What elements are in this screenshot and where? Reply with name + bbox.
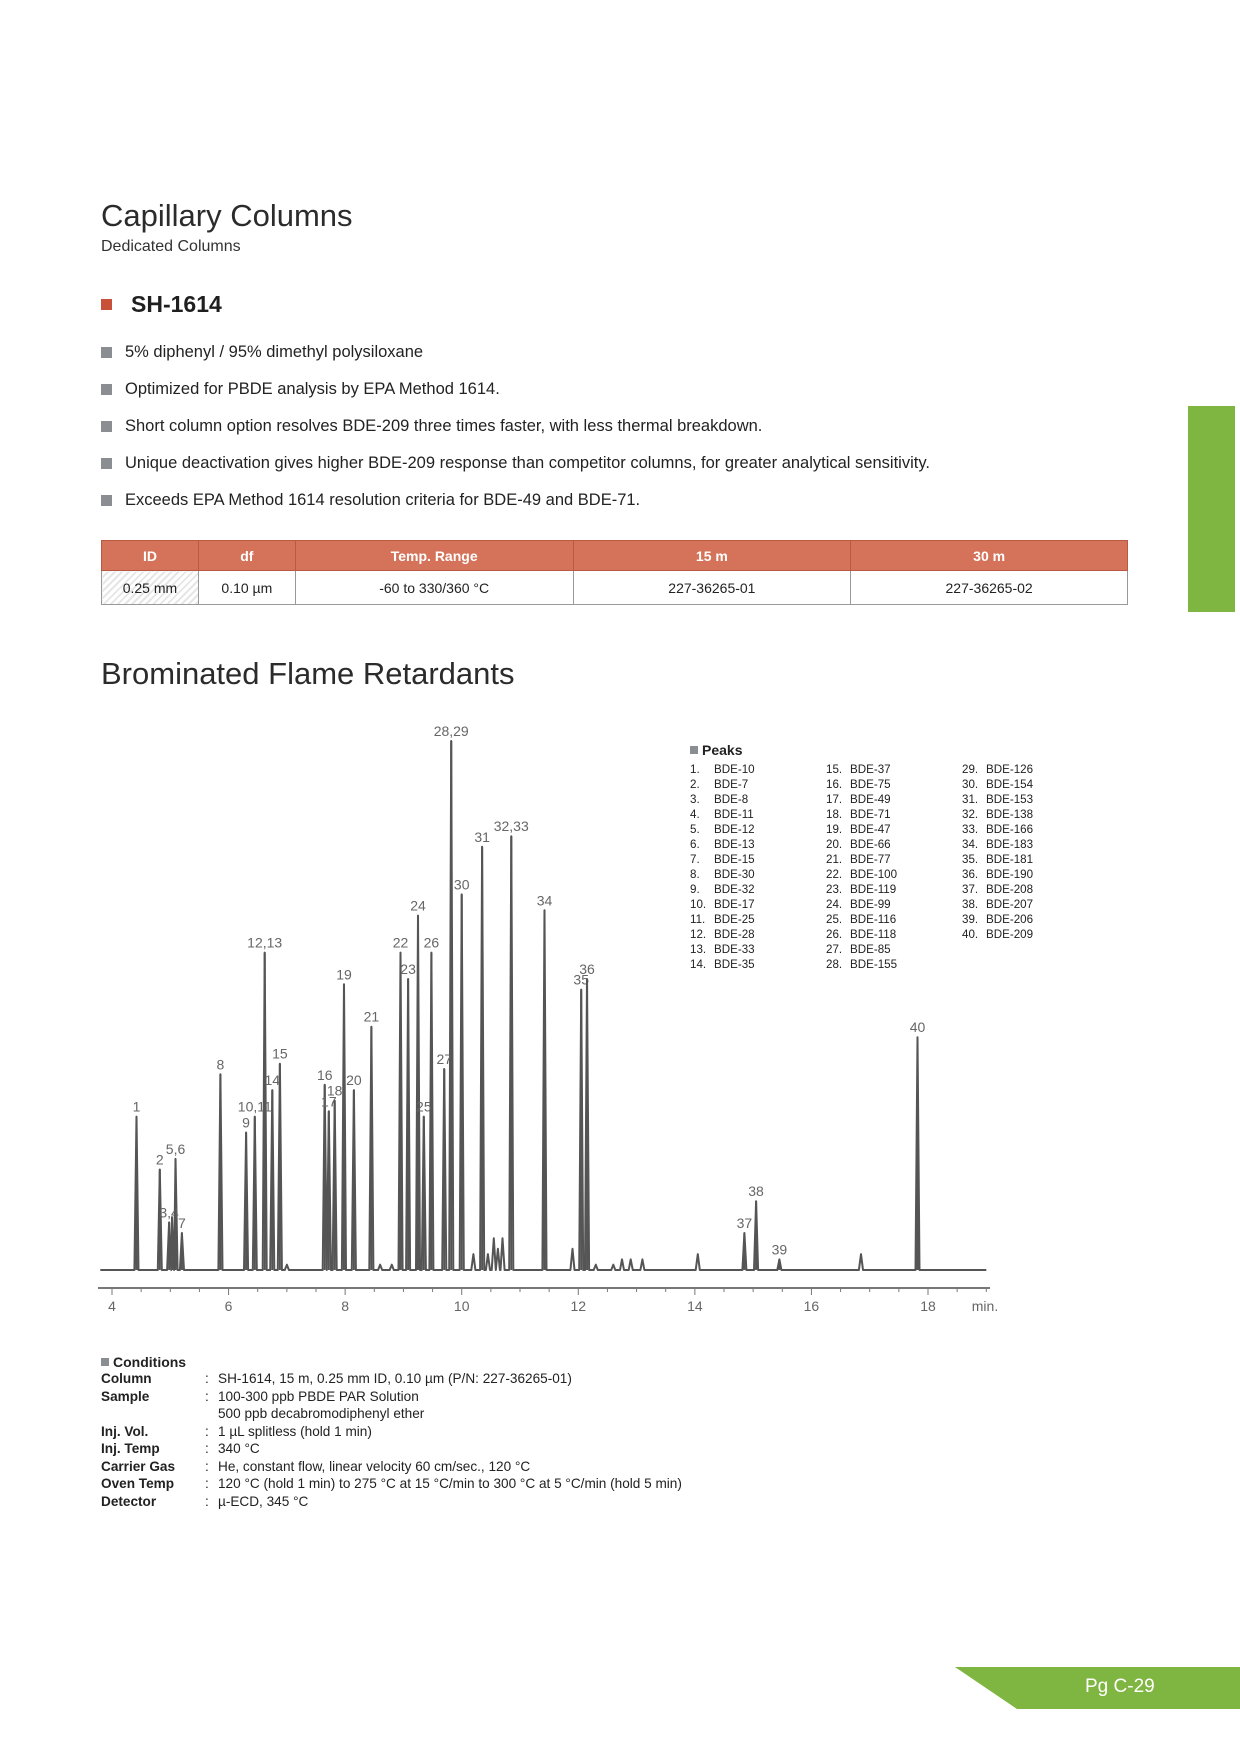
- peak-label: 22: [392, 934, 409, 951]
- peak-number: 31.: [962, 793, 979, 806]
- condition-value: 500 ppb decabromodiphenyl ether: [218, 1406, 425, 1421]
- peak-legend-entry: [690, 942, 826, 957]
- peak-compound-name: BDE-100: [850, 868, 898, 881]
- peak-legend-entry: [962, 777, 1098, 792]
- peak-compound-name: BDE-209: [986, 928, 1034, 941]
- peak-number: 17.: [826, 793, 843, 806]
- peak-label: 10,11: [237, 1098, 272, 1115]
- peak-label: 32,33: [493, 818, 529, 835]
- peak-number: 1.: [690, 763, 700, 776]
- condition-row: [101, 1458, 682, 1476]
- square-bullet-icon: [101, 1358, 109, 1366]
- peak-number: 37.: [962, 883, 979, 896]
- column-header: Temp. Range: [295, 541, 573, 571]
- peak-compound-name: BDE-8: [714, 793, 749, 806]
- condition-label: Carrier Gas: [101, 1458, 176, 1474]
- peak-compound-name: BDE-77: [850, 853, 891, 866]
- peak-compound-name: BDE-25: [714, 913, 755, 926]
- peak-compound-name: BDE-181: [986, 853, 1034, 866]
- peak-number: 22.: [826, 868, 843, 881]
- peaks-legend-column: [826, 762, 962, 972]
- section-title: Brominated Flame Retardants: [101, 656, 515, 691]
- peak-number: 24.: [826, 898, 843, 911]
- peak-label: 20: [346, 1072, 362, 1089]
- peak-compound-name: BDE-155: [850, 958, 898, 971]
- peak-legend-entry: [690, 762, 826, 777]
- peak-label: 18: [326, 1082, 343, 1099]
- condition-label: Inj. Vol.: [101, 1423, 149, 1439]
- condition-row: [101, 1493, 682, 1511]
- condition-value: 120 °C (hold 1 min) to 275 °C at 15 °C/min to 300 °C at 5 °C/min (hold 5 min): [218, 1476, 682, 1491]
- peak-compound-name: BDE-208: [986, 883, 1034, 896]
- peak-label: 31: [474, 828, 490, 845]
- peak-number: 36.: [962, 868, 979, 881]
- peak-number: 20.: [826, 838, 843, 851]
- page-subtitle: Dedicated Columns: [101, 238, 241, 255]
- x-axis-label: min.: [971, 1298, 999, 1314]
- peak-number: 2.: [690, 778, 700, 791]
- chapter-tab: [1188, 406, 1235, 612]
- peak-number: 7.: [690, 853, 700, 866]
- condition-row: [101, 1423, 682, 1441]
- peak-number: 6.: [690, 838, 700, 851]
- peak-number: 5.: [690, 823, 700, 836]
- peak-label: 7: [178, 1214, 186, 1231]
- peak-compound-name: BDE-33: [714, 943, 755, 956]
- peak-number: 30.: [962, 778, 979, 791]
- condition-label: Oven Temp: [101, 1476, 175, 1491]
- peak-compound-name: BDE-118: [850, 928, 897, 941]
- peaks-legend-column: [962, 762, 1098, 972]
- table-cell: 227-36265-01: [573, 571, 851, 605]
- peak-number: 35.: [962, 853, 979, 866]
- peak-compound-name: BDE-183: [986, 838, 1034, 851]
- peak-compound-name: BDE-75: [850, 778, 891, 791]
- condition-value: 340 °C: [218, 1441, 260, 1456]
- square-bullet-icon: [690, 746, 698, 754]
- peak-compound-name: BDE-116: [850, 913, 897, 926]
- peak-number: 19.: [826, 823, 843, 836]
- column-header: df: [198, 541, 295, 571]
- condition-row: [101, 1405, 682, 1423]
- peaks-legend: [690, 742, 1098, 972]
- peak-compound-name: BDE-85: [850, 943, 891, 956]
- condition-row: [101, 1388, 682, 1406]
- peak-label: 36: [579, 961, 595, 978]
- peak-label: 39: [771, 1241, 788, 1258]
- peak-label: 16: [316, 1066, 333, 1083]
- peak-legend-entry: [690, 807, 826, 822]
- table-cell: 0.10 µm: [198, 571, 295, 605]
- peak-legend-entry: [962, 912, 1098, 927]
- peak-compound-name: BDE-15: [714, 853, 755, 866]
- condition-colon: :: [205, 1388, 209, 1404]
- peak-number: 28.: [826, 958, 843, 971]
- x-tick-label: 4: [108, 1298, 116, 1314]
- peak-label: 28,29: [433, 723, 469, 739]
- x-tick-label: 6: [224, 1298, 233, 1314]
- peak-number: 8.: [690, 868, 700, 881]
- peak-legend-entry: [826, 792, 962, 807]
- peak-compound-name: BDE-37: [850, 763, 891, 776]
- peak-legend-entry: [826, 837, 962, 852]
- column-header: 30 m: [851, 541, 1128, 571]
- peak-compound-name: BDE-30: [714, 868, 755, 881]
- x-tick-label: 12: [570, 1298, 587, 1314]
- peak-legend-entry: [826, 807, 962, 822]
- peak-legend-entry: [690, 852, 826, 867]
- peak-legend-entry: [826, 882, 962, 897]
- peak-number: 15.: [826, 763, 843, 776]
- peak-number: 21.: [826, 853, 843, 866]
- peak-legend-entry: [690, 882, 826, 897]
- peak-legend-entry: [826, 912, 962, 927]
- peak-number: 3.: [690, 793, 700, 806]
- feature-text: Exceeds EPA Method 1614 resolution criteria for BDE-49 and BDE-71.: [125, 491, 641, 509]
- condition-colon: :: [205, 1423, 209, 1439]
- peak-label: 35: [573, 971, 589, 988]
- page-title: Capillary Columns: [101, 198, 353, 233]
- peak-label: 34: [536, 892, 553, 909]
- peak-label: 9: [242, 1114, 250, 1131]
- peak-number: 33.: [962, 823, 979, 836]
- peak-number: 11.: [690, 913, 706, 926]
- peak-legend-entry: [826, 852, 962, 867]
- peak-label: 38: [748, 1183, 764, 1200]
- peak-compound-name: BDE-7: [714, 778, 749, 791]
- peak-number: 16.: [826, 778, 843, 791]
- feature-text: Short column option resolves BDE-209 three times faster, with less thermal breakdown.: [125, 417, 763, 435]
- peak-legend-entry: [826, 957, 962, 972]
- feature-text: Optimized for PBDE analysis by EPA Method 1614.: [125, 380, 500, 398]
- peak-label: 2: [155, 1151, 164, 1168]
- peak-compound-name: BDE-32: [714, 883, 755, 896]
- x-tick-label: 10: [453, 1298, 470, 1314]
- x-tick-label: 8: [341, 1298, 350, 1314]
- condition-value: SH-1614, 15 m, 0.25 mm ID, 0.10 µm (P/N: 227-36265-01): [218, 1371, 572, 1386]
- peak-label: 15: [272, 1045, 288, 1062]
- peak-label: 30: [453, 876, 470, 893]
- peaks-legend-title: Peaks: [690, 742, 1098, 758]
- condition-colon: :: [205, 1371, 209, 1386]
- peak-compound-name: BDE-153: [986, 793, 1034, 806]
- peak-legend-entry: [962, 867, 1098, 882]
- condition-colon: :: [205, 1458, 209, 1474]
- peaks-legend-column: [690, 762, 826, 972]
- peak-label: 12,13: [247, 934, 283, 951]
- peak-legend-entry: [826, 942, 962, 957]
- peak-number: 18.: [826, 808, 843, 821]
- peak-legend-entry: [690, 897, 826, 912]
- condition-colon: :: [205, 1493, 209, 1509]
- peak-legend-entry: [690, 792, 826, 807]
- peak-compound-name: BDE-10: [714, 763, 755, 776]
- peak-compound-name: BDE-35: [714, 958, 755, 971]
- peak-label: 8: [216, 1056, 225, 1073]
- peak-number: 4.: [690, 808, 700, 821]
- table-cell: 227-36265-02: [851, 571, 1128, 605]
- product-name: SH-1614: [131, 291, 222, 317]
- feature-text: Unique deactivation gives higher BDE-209 response than competitor columns, for greater analytical sensitivity.: [125, 454, 930, 472]
- peak-compound-name: BDE-166: [986, 823, 1034, 836]
- peak-label: 5,6: [165, 1140, 186, 1157]
- peak-legend-entry: [690, 777, 826, 792]
- condition-colon: [205, 1405, 218, 1423]
- condition-row: [101, 1370, 682, 1388]
- peak-compound-name: BDE-206: [986, 913, 1034, 926]
- x-tick-label: 16: [803, 1298, 820, 1314]
- peak-legend-entry: [826, 822, 962, 837]
- peak-legend-entry: [962, 882, 1098, 897]
- peak-legend-entry: [826, 762, 962, 777]
- peak-legend-entry: [962, 837, 1098, 852]
- peak-compound-name: BDE-11: [714, 808, 754, 821]
- feature-text: 5% diphenyl / 95% dimethyl polysiloxane: [125, 343, 424, 361]
- peak-legend-entry: [962, 762, 1098, 777]
- peak-label: 21: [363, 1008, 380, 1025]
- peak-legend-entry: [690, 822, 826, 837]
- peak-legend-entry: [962, 927, 1098, 942]
- condition-label: Inj. Temp: [101, 1441, 160, 1456]
- peak-label: 26: [423, 934, 440, 951]
- peak-number: 13.: [690, 943, 707, 956]
- peak-legend-entry: [962, 822, 1098, 837]
- peak-compound-name: BDE-190: [986, 868, 1034, 881]
- peak-compound-name: BDE-13: [714, 838, 755, 851]
- peak-number: 9.: [690, 883, 700, 896]
- peak-number: 14.: [690, 958, 707, 971]
- condition-label: Sample: [101, 1388, 150, 1404]
- conditions-block: [101, 1353, 682, 1510]
- peak-legend-entry: [690, 927, 826, 942]
- peak-number: 32.: [962, 808, 979, 821]
- peak-compound-name: BDE-47: [850, 823, 891, 836]
- peak-compound-name: BDE-119: [850, 883, 897, 896]
- x-tick-label: 14: [687, 1298, 703, 1314]
- peak-label: 37: [736, 1214, 753, 1231]
- peak-number: 40.: [962, 928, 979, 941]
- peak-legend-entry: [962, 852, 1098, 867]
- peak-compound-name: BDE-126: [986, 763, 1034, 776]
- peak-legend-entry: [826, 897, 962, 912]
- peak-label: 19: [336, 966, 352, 983]
- peak-label: 3,4: [159, 1204, 179, 1221]
- peak-legend-entry: [690, 957, 826, 972]
- condition-value: µ-ECD, 345 °C: [218, 1493, 309, 1509]
- peak-legend-entry: [690, 912, 826, 927]
- condition-colon: :: [205, 1441, 209, 1456]
- condition-value: He, constant flow, linear velocity 60 cm/sec., 120 °C: [218, 1458, 531, 1474]
- peak-number: 26.: [826, 928, 843, 941]
- peak-label: 14: [264, 1072, 281, 1089]
- condition-row: [101, 1475, 682, 1493]
- peak-number: 27.: [826, 943, 843, 956]
- peak-compound-name: BDE-207: [986, 898, 1034, 911]
- peak-number: 38.: [962, 898, 979, 911]
- peak-compound-name: BDE-28: [714, 928, 755, 941]
- peak-compound-name: BDE-154: [986, 778, 1034, 791]
- table-cell: 0.25 mm: [102, 571, 199, 605]
- condition-colon: :: [205, 1476, 209, 1491]
- page-number: Pg C-29: [1085, 1676, 1155, 1697]
- peak-number: 39.: [962, 913, 979, 926]
- condition-row: [101, 1440, 682, 1458]
- peak-label: 17: [321, 1093, 337, 1110]
- peak-legend-entry: [826, 927, 962, 942]
- column-header: ID: [102, 541, 199, 571]
- peak-number: 23.: [826, 883, 843, 896]
- peak-legend-entry: [690, 867, 826, 882]
- table-cell: -60 to 330/360 °C: [295, 571, 573, 605]
- peak-compound-name: BDE-99: [850, 898, 891, 911]
- peak-legend-entry: [962, 792, 1098, 807]
- peak-label: 23: [400, 961, 416, 978]
- conditions-title: Conditions: [101, 1353, 682, 1370]
- peak-compound-name: BDE-71: [850, 808, 891, 821]
- x-tick-label: 18: [920, 1298, 936, 1314]
- peak-legend-entry: [962, 897, 1098, 912]
- peak-label: 27: [436, 1050, 453, 1067]
- condition-value: 100-300 ppb PBDE PAR Solution: [218, 1388, 419, 1404]
- condition-value: 1 µL splitless (hold 1 min): [218, 1423, 372, 1439]
- peak-compound-name: BDE-17: [714, 898, 755, 911]
- peak-compound-name: BDE-138: [986, 808, 1034, 821]
- peak-legend-entry: [690, 837, 826, 852]
- peak-number: 12.: [690, 928, 707, 941]
- condition-label: Column: [101, 1371, 152, 1386]
- peak-number: 29.: [962, 763, 979, 776]
- peak-label: 40: [909, 1019, 926, 1036]
- peak-label: 24: [410, 897, 426, 914]
- condition-label: Detector: [101, 1493, 157, 1509]
- peak-number: 10.: [690, 898, 707, 911]
- conditions-list: [101, 1370, 682, 1510]
- peak-legend-entry: [962, 807, 1098, 822]
- peaks-legend-columns: [690, 762, 1098, 972]
- peak-label: 25: [416, 1098, 432, 1115]
- condition-label: [101, 1405, 205, 1423]
- peak-legend-entry: [826, 867, 962, 882]
- peak-number: 25.: [826, 913, 843, 926]
- peak-label: 1: [132, 1098, 141, 1115]
- peak-compound-name: BDE-66: [850, 838, 891, 851]
- peak-compound-name: BDE-12: [714, 823, 755, 836]
- column-header: 15 m: [573, 541, 851, 571]
- peak-number: 34.: [962, 838, 979, 851]
- peak-legend-entry: [826, 777, 962, 792]
- peak-compound-name: BDE-49: [850, 793, 891, 806]
